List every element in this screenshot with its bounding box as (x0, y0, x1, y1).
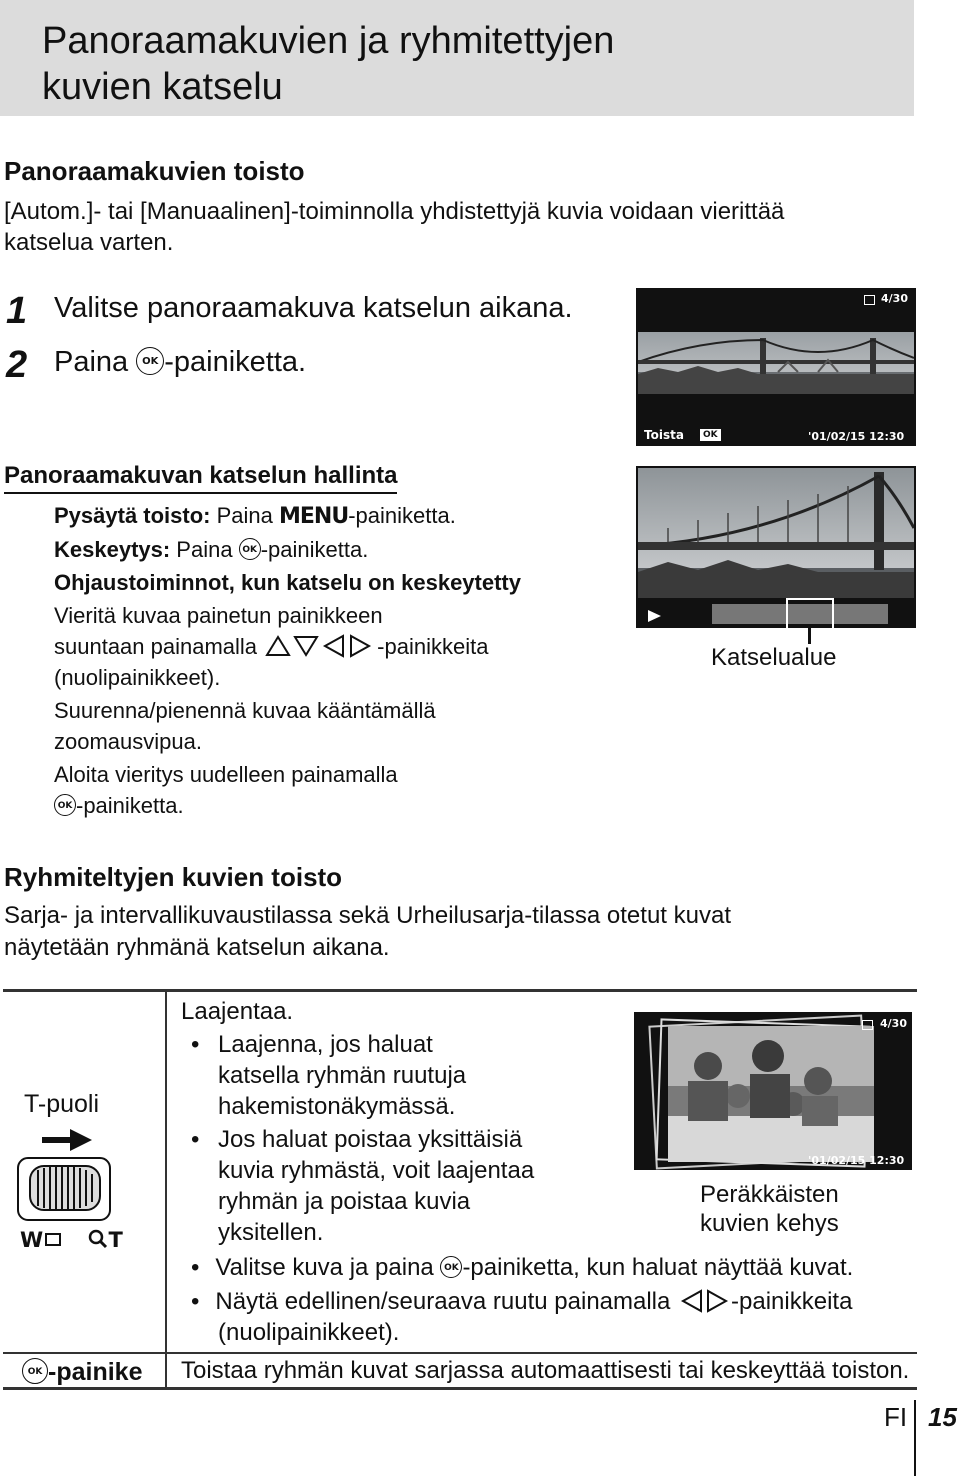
title-line-1: Panoraamakuvien ja ryhmitettyjen (42, 20, 615, 62)
ok-row-label-text: -painike (48, 1358, 143, 1386)
bullet-2-line-1: Jos haluat poistaa yksittäisiä (218, 1126, 523, 1153)
title-banner (0, 0, 914, 116)
step-2-post: -painiketta. (164, 346, 307, 378)
callout-line (808, 628, 811, 644)
index-icon (45, 1233, 61, 1246)
paused-heading (54, 567, 521, 598)
lever-labels (20, 1228, 123, 1252)
pano-intro-line-1: [Autom.]- tai [Manuaalinen]-toiminnolla yhdistettyjä kuvia voidaan vierittää (4, 198, 785, 225)
ok-label: OK (242, 545, 257, 556)
zoom-line-2: zoomausvipua. (54, 729, 202, 754)
pause-post: -painiketta. (260, 537, 369, 562)
bullet-4-pre: Näytä edellinen/seuraava ruutu painamalla (215, 1288, 678, 1315)
table-bottom-rule (3, 1387, 917, 1390)
sequence-frame-caption (700, 1180, 839, 1238)
group-intro-line-2: näytetään ryhmänä katselun aikana. (4, 934, 390, 961)
group-heading: Ryhmiteltyjen kuvien toisto (4, 862, 343, 892)
bullet-4-post: -painikkeita (731, 1288, 853, 1315)
table-row-divider (3, 1352, 917, 1354)
play-triangle-icon (648, 610, 661, 622)
resume-post: -painiketta. (76, 793, 184, 818)
zoom-lever-icon (16, 1156, 112, 1222)
up-arrow-icon (267, 637, 289, 655)
scroll-instructions (54, 600, 488, 693)
pano-intro (4, 196, 784, 259)
frame-caption-line-2: kuvien kehys (700, 1210, 839, 1237)
page-number: 15 (928, 1402, 957, 1432)
screen-counter: 4/30 (881, 292, 908, 305)
group-screen-counter: 4/30 (880, 1017, 907, 1030)
ok-button-row-label (22, 1358, 142, 1387)
card-icon (862, 1020, 873, 1030)
language-code: FI (884, 1402, 908, 1432)
zoom-instructions (54, 695, 436, 757)
stop-label: Pysäytä toisto: (54, 503, 211, 528)
resume-instructions (54, 759, 398, 821)
bridge-panorama-image (638, 332, 914, 394)
zoom-line-1: Suurenna/pienennä kuvaa kääntämällä (54, 698, 436, 723)
ok-label: OK (142, 356, 159, 368)
ok-label: OK (27, 1367, 43, 1378)
scroll-line-2 (54, 631, 488, 662)
bullet-1-line-2: katsella ryhmän ruutuja (218, 1062, 467, 1089)
left-right-arrows-icon (677, 1289, 731, 1313)
camera-screen-viewing (636, 466, 916, 628)
bullet-1-line-1: Laajenna, jos haluat (218, 1031, 433, 1058)
camera-screen-panorama (636, 288, 916, 446)
ok-row-description: Toistaa ryhmän kuvat sarjassa automaattisesti tai keskeyttää toiston. (181, 1357, 910, 1384)
ok-button-icon (239, 538, 261, 560)
ok-label: OK (57, 801, 73, 812)
frame-caption-line-1: Peräkkäisten (700, 1181, 839, 1208)
family-photo-image (668, 1026, 874, 1162)
ok-badge: OK (700, 429, 721, 441)
lever-t-label: T (108, 1228, 123, 1252)
step-2-text (54, 346, 306, 379)
bullet-1-line-3: hakemistonäkymässä. (218, 1093, 456, 1120)
play-label: Toista (644, 428, 684, 442)
paused-heading-text: Ohjaustoiminnot, kun katselu on keskeytetty (54, 570, 521, 595)
magnify-icon (88, 1228, 108, 1252)
title-line-2: kuvien katselu (42, 66, 283, 108)
step-1-text: Valitse panoraamakuva katselun aikana. (54, 292, 573, 324)
bullet-3-post: -painiketta, kun haluat näyttää kuvat. (462, 1254, 854, 1281)
scroll-line-2-pre: suuntaan painamalla (54, 634, 264, 659)
pause-line (54, 534, 368, 565)
right-arrow-icon (351, 636, 369, 656)
bullet-4-line-2: (nuolipainikkeet). (218, 1319, 400, 1346)
group-intro (4, 900, 731, 964)
step-2-number: 2 (6, 344, 28, 386)
arrow-buttons-icon (263, 634, 377, 658)
bullet-2-line-2: kuvia ryhmästä, voit laajentaa (218, 1157, 535, 1184)
scroll-line-2-post: -painikkeita (377, 634, 489, 659)
ok-button-icon (136, 347, 164, 375)
bullet-1: • Laajenna, jos haluat katsella ryhmän ruutuja hakemistonäkymässä. (191, 1031, 467, 1120)
step-1-number: 1 (6, 290, 28, 332)
ok-button-icon (440, 1256, 462, 1278)
stop-pre: Paina (210, 503, 279, 528)
step-2-pre: Paina (54, 346, 137, 378)
viewing-area-frame (786, 598, 834, 630)
menu-button-word: MENU (279, 504, 349, 529)
bullet-2-line-4: yksitellen. (218, 1219, 324, 1246)
bullet-2-line-3: ryhmän ja poistaa kuvia (218, 1188, 471, 1215)
camera-screen-group (634, 1012, 912, 1170)
bullet-2: • Jos haluat poistaa yksittäisiä kuvia ryhmästä, voit laajentaa ryhmän ja poistaa kuvia yksitellen. (191, 1126, 535, 1246)
stop-post: -painiketta. (348, 503, 456, 528)
page-title (42, 18, 614, 110)
pano-intro-line-2: katselua varten. (4, 229, 174, 256)
left-arrow-icon (325, 636, 343, 656)
control-heading: Panoraamakuvan katselun hallinta (4, 462, 397, 494)
table-top-rule (3, 989, 917, 992)
scroll-line-1: Vieritä kuvaa painetun painikkeen (54, 603, 383, 628)
bridge-zoomed-image (638, 468, 914, 598)
table-column-divider (165, 992, 167, 1388)
stop-line (54, 500, 456, 532)
scroll-line-3: (nuolipainikkeet). (54, 665, 221, 690)
expand-label: Laajentaa. (181, 998, 294, 1025)
ok-button-icon (22, 1358, 48, 1384)
bullet-4: • Näytä edellinen/seuraava ruutu painamalla -painikkeita (nuolipainikkeet). (191, 1288, 853, 1346)
card-icon (864, 295, 875, 305)
bullet-3: • Valitse kuva ja paina OK -painiketta, kun haluat näyttää kuvat. (191, 1254, 854, 1281)
footer-divider (914, 1400, 916, 1476)
t-side-label: T-puoli (24, 1090, 100, 1118)
lever-w-label: W (20, 1228, 44, 1252)
bullet-3-pre: Valitse kuva ja paina (215, 1254, 441, 1281)
viewing-area-caption: Katselualue (711, 644, 837, 671)
group-intro-line-1: Sarja- ja intervallikuvaustilassa sekä Urheilusarja-tilassa otetut kuvat (4, 902, 731, 929)
pause-label: Keskeytys: (54, 537, 171, 562)
ok-label: OK (444, 1262, 459, 1273)
ok-button-icon (54, 794, 76, 816)
pano-heading: Panoraamakuvien toisto (4, 156, 305, 186)
pause-pre: Paina (170, 537, 239, 562)
resume-line-1: Aloita vieritys uudelleen painamalla (54, 762, 398, 787)
screen-datetime: '01/02/15 12:30 (808, 430, 905, 443)
arrow-right-icon (40, 1128, 94, 1152)
down-arrow-icon (295, 637, 317, 655)
group-screen-datetime: '01/02/15 12:30 (808, 1154, 905, 1167)
resume-line-2 (54, 790, 398, 821)
